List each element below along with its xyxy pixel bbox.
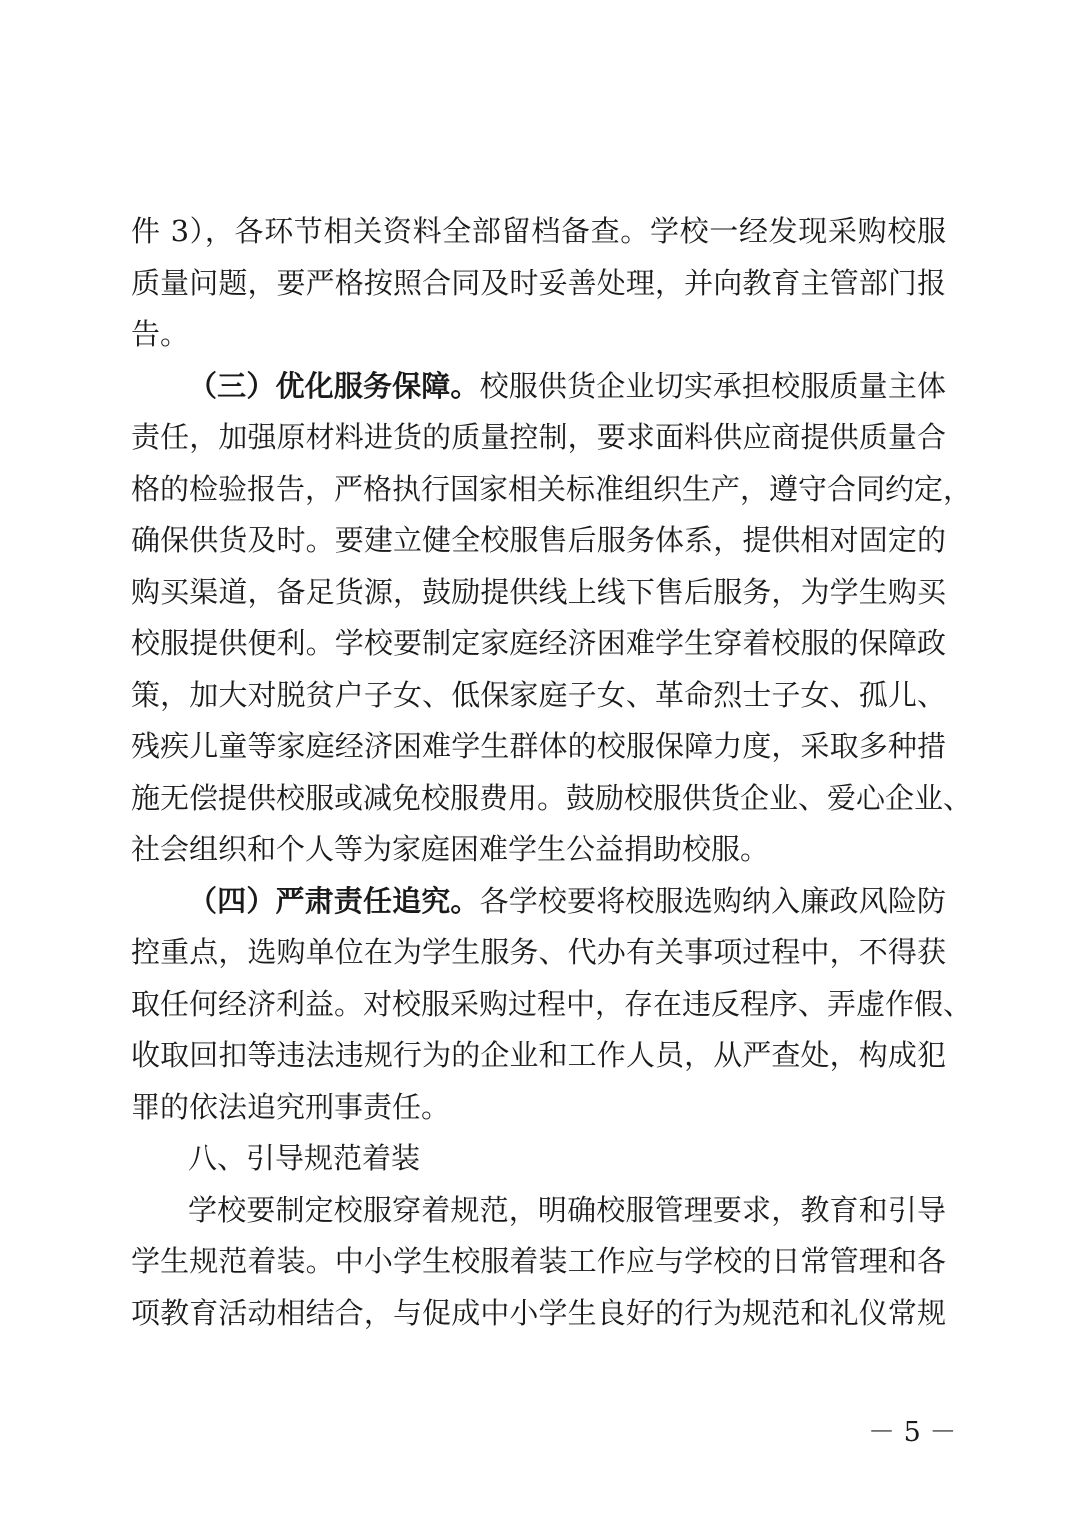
body-text: 各学校要将校服选购纳入廉政风险防 <box>479 884 946 918</box>
body-text-line: 件 3），各环节相关资料全部留档备查。学校一经发现采购校服 <box>131 214 946 248</box>
body-text-line: 收取回扣等违法违规行为的企业和工作人员，从严查处，构成犯 <box>131 1038 946 1072</box>
body-text-line: 施无偿提供校服或减免校服费用。鼓励校服供货企业、爱心企业、 <box>131 781 973 815</box>
body-text: 校服供货企业切实承担校服质量主体 <box>479 369 946 403</box>
subsection-heading: （三）优化服务保障。 <box>188 369 480 403</box>
body-text-line: 学生规范着装。中小学生校服着装工作应与学校的日常管理和各 <box>131 1244 946 1278</box>
body-text-line: 项教育活动相结合，与促成中小学生良好的行为规范和礼仪常规 <box>131 1296 946 1330</box>
body-text-line: 策，加大对脱贫户子女、低保家庭子女、革命烈士子女、孤儿、 <box>131 678 946 712</box>
body-text-line: 校服提供便利。学校要制定家庭经济困难学生穿着校服的保障政 <box>131 626 946 660</box>
paragraph-first-line: 学校要制定校服穿着规范，明确校服管理要求，教育和引导 <box>188 1193 946 1227</box>
body-text-line: 罪的依法追究刑事责任。 <box>131 1090 451 1124</box>
paragraph-first-line <box>188 881 946 921</box>
body-text-line: 格的检验报告，严格执行国家相关标准组织生产，遵守合同约定， <box>131 472 973 506</box>
body-text-line: 确保供货及时。要建立健全校服售后服务体系，提供相对固定的 <box>131 523 946 557</box>
body-text-line: 取任何经济利益。对校服采购过程中，存在违反程序、弄虚作假、 <box>131 987 973 1021</box>
section-heading: 八、引导规范着装 <box>188 1141 421 1175</box>
body-text-line: 责任，加强原材料进货的质量控制，要求面料供应商提供质量合 <box>131 420 946 454</box>
body-text-line: 告。 <box>131 317 190 351</box>
page-number: － 5 － <box>868 1417 957 1448</box>
body-text-line: 质量问题，要严格按照合同及时妥善处理，并向教育主管部门报 <box>131 266 946 300</box>
body-text-line: 控重点，选购单位在为学生服务、代办有关事项过程中，不得获 <box>131 935 946 969</box>
body-text-line: 社会组织和个人等为家庭困难学生公益捐助校服。 <box>131 832 770 866</box>
body-text-line: 残疾儿童等家庭经济困难学生群体的校服保障力度，采取多种措 <box>131 729 946 763</box>
body-text-line: 购买渠道，备足货源，鼓励提供线上线下售后服务，为学生购买 <box>131 575 946 609</box>
subsection-heading: （四）严肃责任追究。 <box>188 884 480 918</box>
paragraph-first-line <box>188 366 946 406</box>
